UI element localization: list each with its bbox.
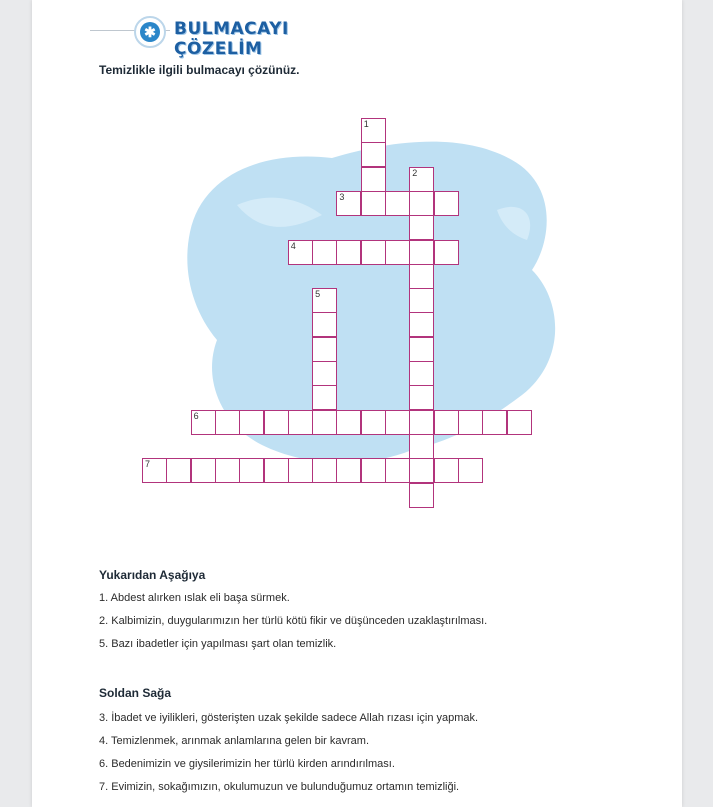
across-clue-4: 4. Temizlenmek, arınmak anlamlarına gelen bir kavram.	[99, 735, 370, 747]
crossword-cell[interactable]	[312, 312, 337, 337]
crossword-cell[interactable]	[312, 288, 337, 313]
crossword-cell[interactable]	[458, 410, 483, 435]
crossword-cell[interactable]	[264, 458, 289, 483]
crossword-cell[interactable]	[361, 410, 386, 435]
across-clue-6: 6. Bedenimizin ve giysilerimizin her türlü kirden arındırılması.	[99, 758, 395, 770]
crossword-cell[interactable]	[385, 240, 410, 265]
clue-number: 4	[290, 240, 296, 251]
clue-number: 1	[363, 119, 369, 129]
crossword-grid	[32, 0, 682, 560]
crossword-cell[interactable]	[361, 240, 386, 265]
asterisk-icon: ✱	[140, 22, 160, 42]
crossword-cell[interactable]	[409, 483, 434, 508]
crossword-cell[interactable]	[409, 361, 434, 386]
crossword-cell[interactable]	[409, 215, 434, 240]
crossword-cell[interactable]	[239, 410, 264, 435]
crossword-cell[interactable]	[191, 410, 216, 435]
across-clue-3: 3. İbadet ve iyilikleri, gösterişten uzak şekilde sadece Allah rızası için yapmak.	[99, 712, 479, 724]
crossword-cell[interactable]	[288, 240, 313, 265]
crossword-cell[interactable]	[288, 458, 313, 483]
clue-number: 6	[193, 410, 199, 421]
crossword-cell[interactable]	[336, 458, 361, 483]
crossword-cell[interactable]	[385, 410, 410, 435]
crossword-cell[interactable]	[409, 264, 434, 289]
down-clue-2: 2. Kalbimizin, duygularımızın her türlü kötü fikir ve düşünceden uzaklaştırılması.	[99, 615, 488, 627]
crossword-cell[interactable]	[142, 458, 167, 483]
clue-number: 2	[412, 167, 418, 178]
down-clue-5: 5. Bazı ibadetler için yapılması şart olan temizlik.	[99, 638, 337, 650]
crossword-cell[interactable]	[434, 240, 459, 265]
crossword-cell[interactable]	[312, 361, 337, 386]
crossword-cell[interactable]	[361, 118, 386, 143]
crossword-cell[interactable]	[409, 434, 434, 459]
crossword-cell[interactable]	[239, 458, 264, 483]
down-clue-1: 1. Abdest alırken ıslak eli başa sürmek.	[99, 592, 290, 604]
crossword-cell[interactable]	[336, 410, 361, 435]
clue-number: 7	[145, 459, 151, 470]
crossword-cell[interactable]	[409, 312, 434, 337]
crossword-cell[interactable]	[385, 458, 410, 483]
crossword-cell[interactable]	[385, 191, 410, 216]
clue-number: 3	[339, 191, 345, 202]
crossword-cell[interactable]	[361, 191, 386, 216]
crossword-cell[interactable]	[361, 458, 386, 483]
crossword-cell[interactable]	[336, 240, 361, 265]
crossword-cell[interactable]	[361, 167, 386, 192]
crossword-cell[interactable]	[312, 385, 337, 410]
crossword-cell[interactable]	[409, 288, 434, 313]
crossword-cell[interactable]	[288, 410, 313, 435]
crossword-cell[interactable]	[434, 458, 459, 483]
down-clues-heading: Yukarıdan Aşağıya	[99, 568, 206, 582]
crossword-cell[interactable]	[215, 458, 240, 483]
crossword-cell[interactable]	[312, 458, 337, 483]
crossword-cell[interactable]	[312, 410, 337, 435]
crossword-cell[interactable]	[215, 410, 240, 435]
crossword-cell[interactable]	[409, 240, 434, 265]
crossword-cell[interactable]	[507, 410, 532, 435]
crossword-cell[interactable]	[409, 410, 434, 435]
crossword-cell[interactable]	[409, 337, 434, 362]
crossword-cell[interactable]	[482, 410, 507, 435]
crossword-cell[interactable]	[434, 410, 459, 435]
crossword-cell[interactable]	[312, 240, 337, 265]
across-clues-heading: Soldan Sağa	[99, 686, 172, 700]
crossword-cell[interactable]	[191, 458, 216, 483]
crossword-cell[interactable]	[409, 458, 434, 483]
crossword-cell[interactable]	[361, 142, 386, 167]
crossword-cell[interactable]	[409, 167, 434, 192]
crossword-cell[interactable]	[166, 458, 191, 483]
crossword-cell[interactable]	[312, 337, 337, 362]
crossword-cell[interactable]	[264, 410, 289, 435]
crossword-cell[interactable]	[336, 191, 361, 216]
worksheet-page	[32, 0, 682, 807]
instruction-text: Temizlikle ilgili bulmacayı çözünüz.	[99, 63, 300, 77]
section-title: BULMACAYI ÇÖZELİM	[174, 19, 289, 59]
crossword-cell[interactable]	[434, 191, 459, 216]
crossword-cell[interactable]	[409, 191, 434, 216]
crossword-cell[interactable]	[458, 458, 483, 483]
crossword-cell[interactable]	[409, 385, 434, 410]
clue-number: 5	[315, 289, 321, 300]
across-clue-7: 7. Evimizin, sokağımızın, okulumuzun ve bulunduğumuz ortamın temizliği.	[99, 781, 460, 793]
